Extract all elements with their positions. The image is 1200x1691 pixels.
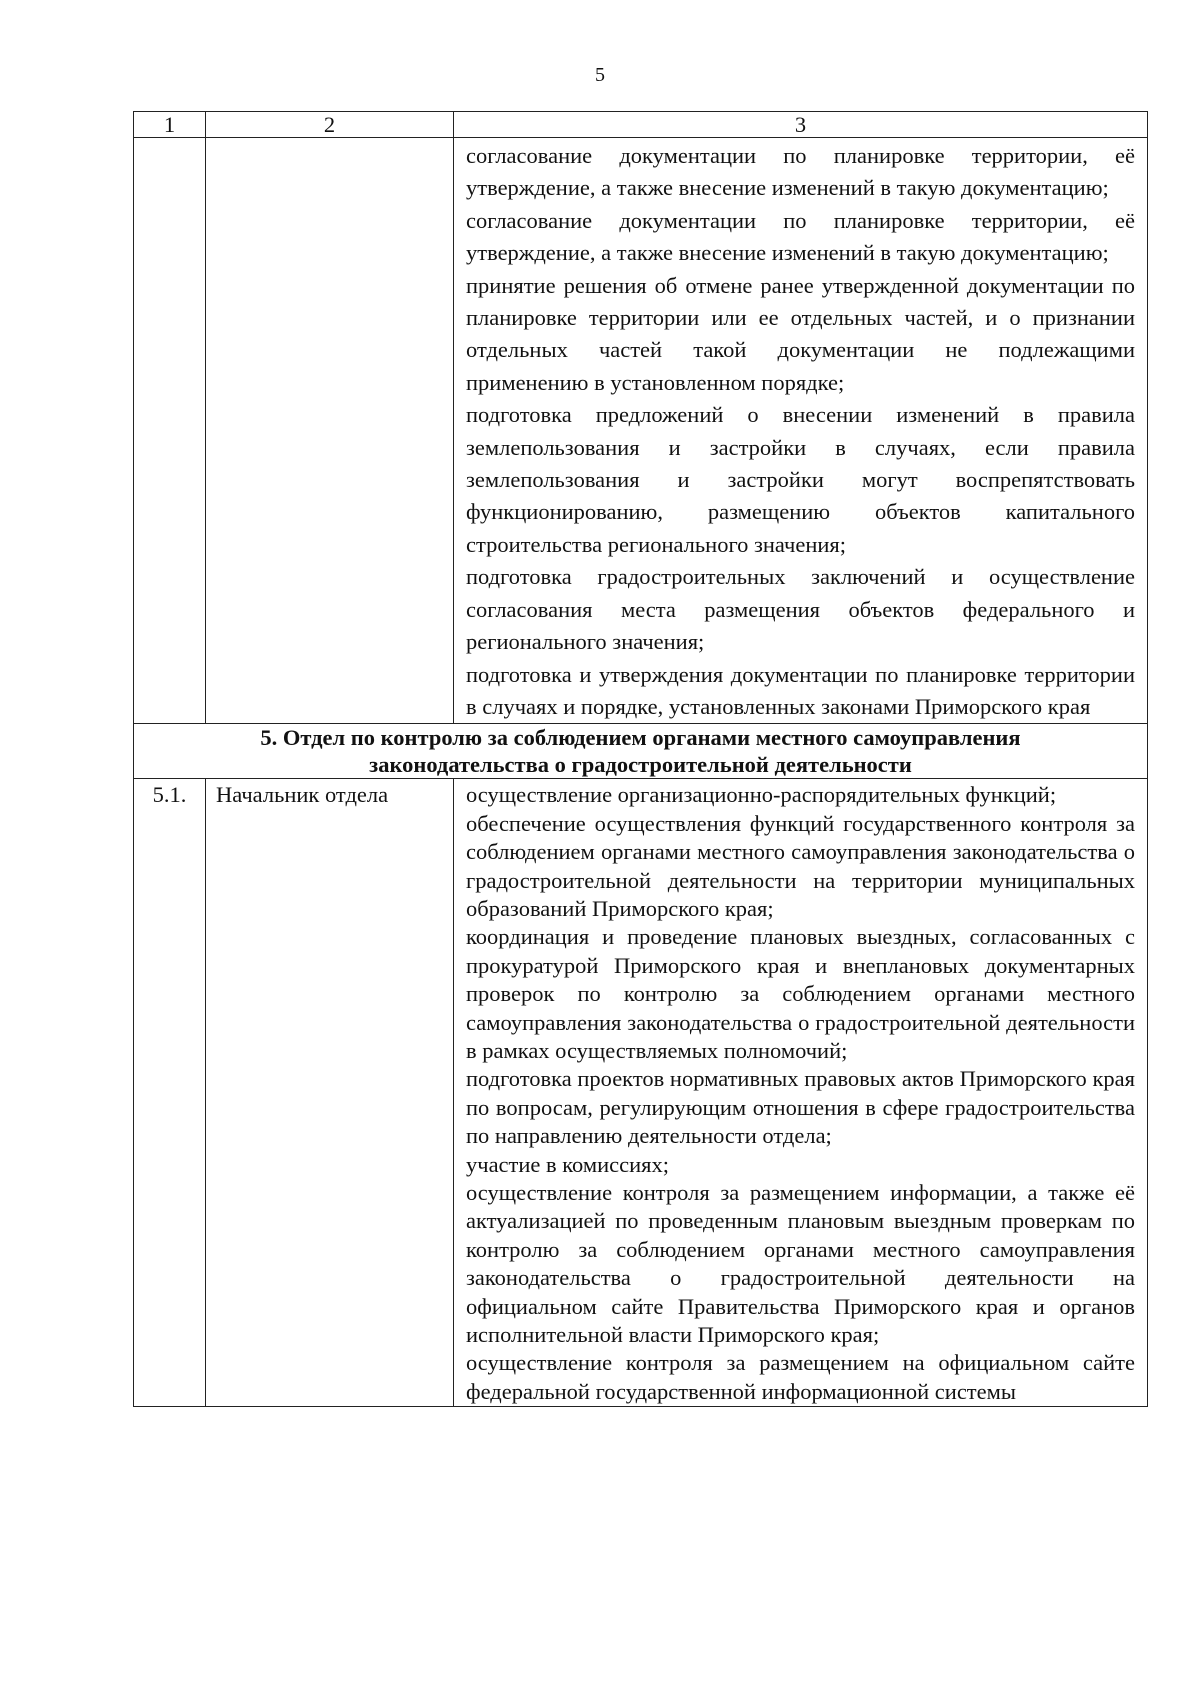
position-row — [134, 779, 1148, 1407]
page-number: 5 — [595, 64, 605, 86]
duty-paragraph: осуществление контроля за размещением на официальном сайте федеральной государственной информационной системы — [466, 1350, 1135, 1404]
continuation-col-2 — [206, 138, 454, 724]
duty-paragraph: подготовка предложений о внесении изменений в правила землепользования и застройки в случаях, если правила землепользования и застройки могут воспрепятствовать функционированию, размещению объектов капитального строительства регионального значения; — [466, 402, 1135, 557]
section-heading-line-2: законодательства о градостроительной деятельности — [369, 752, 912, 778]
duty-paragraph: подготовка проектов нормативных правовых актов Приморского края по вопросам, регулирующим отношения в сфере градостроительства по направлению деятельности отдела; — [466, 1066, 1135, 1149]
continuation-col-3 — [454, 138, 1148, 724]
table-header-row — [134, 112, 1148, 138]
section-heading — [134, 724, 1148, 779]
continuation-row — [134, 138, 1148, 724]
section-heading-row — [134, 724, 1148, 779]
duty-paragraph: подготовка градостроительных заключений и осуществление согласования места размещения объектов федерального и регионального значения; — [466, 564, 1135, 655]
duty-paragraph: обеспечение осуществления функций государственного контроля за соблюдением органами местного самоуправления законодательства о градостроительной деятельности на территории муниципальных образований Приморского края; — [466, 810, 1135, 921]
duty-paragraph: согласование документации по планировке территории, её утверждение, а также внесение изменений в такую документацию; — [466, 143, 1135, 201]
position-title: Начальник отдела — [206, 779, 454, 1407]
header-col-2: 2 — [206, 112, 454, 138]
header-col-3: 3 — [454, 112, 1148, 138]
duty-paragraph: принятие решения об отмене ранее утвержденной документации по планировке территории или ее отдельных частей, и о признании отдельных частей такой документации не подлежащими применению в установленном порядке; — [466, 272, 1135, 395]
section-heading-line-1: 5. Отдел по контролю за соблюдением органами местного самоуправления — [260, 725, 1021, 751]
continuation-col-1 — [134, 138, 206, 724]
duty-paragraph: согласование документации по планировке территории, её утверждение, а также внесение изменений в такую документацию; — [466, 207, 1135, 266]
duty-paragraph: осуществление контроля за размещением информации, а также её актуализацией по проведенным плановым выездным проверкам по контролю за соблюдением органами местного самоуправления законодательства о градостроительной деятельности на официальном сайте Правительства Приморского края и органов исполнительной власти Приморского края; — [466, 1180, 1135, 1348]
duty-paragraph: координация и проведение плановых выездных, согласованных с прокуратурой Приморского края и внеплановых документарных проверок по контролю за соблюдением органами местного самоуправления законодательства о градостроительной деятельности в рамках осуществляемых полномочий; — [466, 924, 1135, 1063]
duty-paragraph: участие в комиссиях; — [466, 1151, 670, 1177]
position-number: 5.1. — [134, 779, 206, 1407]
duty-paragraph: подготовка и утверждения документации по планировке территории в случаях и порядке, установленных законами Приморского края — [466, 661, 1135, 719]
document-table — [133, 111, 1148, 1407]
duty-paragraph: осуществление организационно-распорядительных функций; — [466, 782, 1057, 808]
position-duties — [454, 779, 1148, 1407]
header-col-1: 1 — [134, 112, 206, 138]
